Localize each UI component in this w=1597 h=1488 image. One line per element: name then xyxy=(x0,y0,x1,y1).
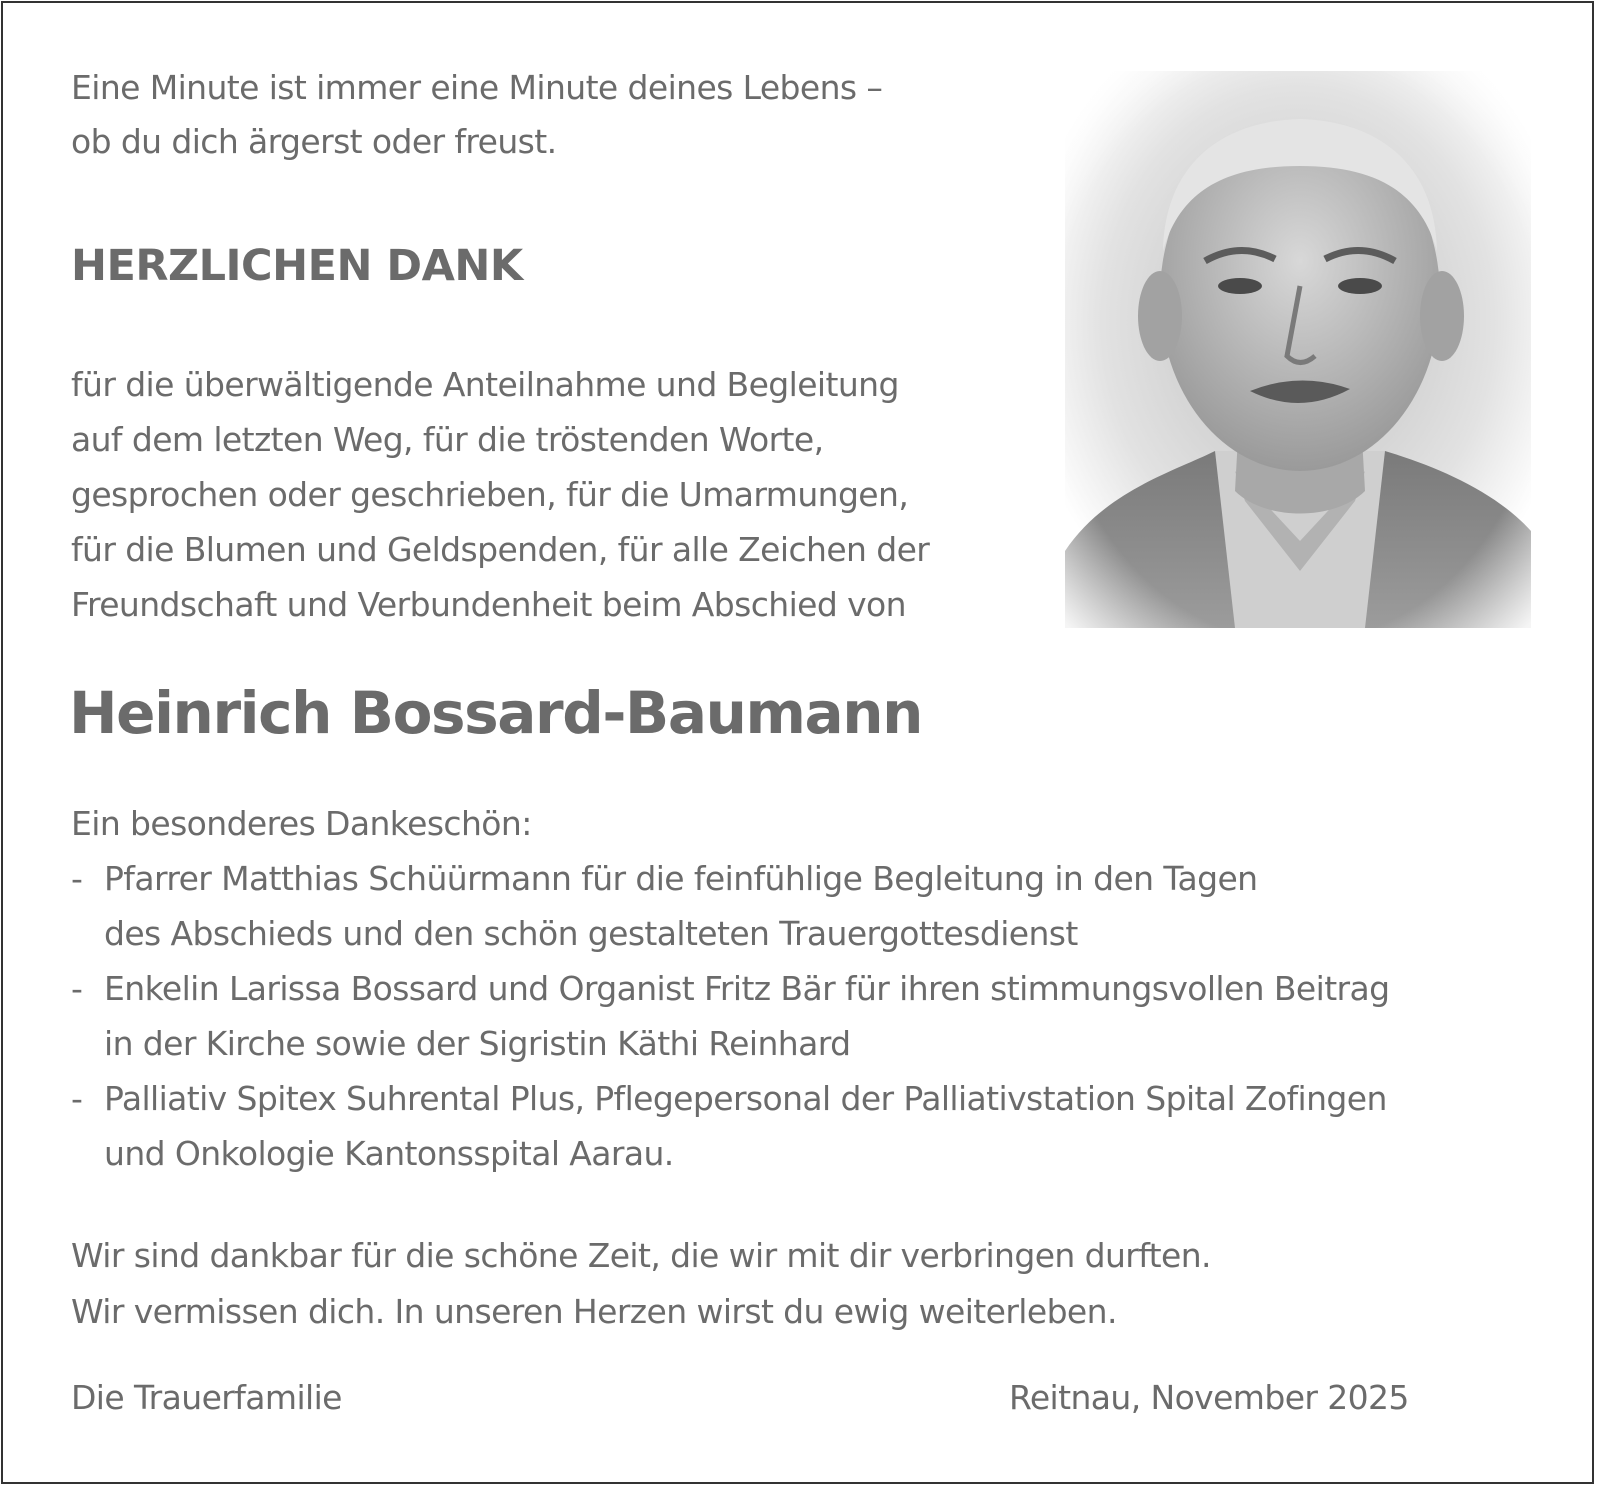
bullet-dash: - xyxy=(71,1079,83,1118)
list-item-line: des Abschieds und den schön gestalteten Trauergottesdienst xyxy=(104,914,1078,953)
bullet-dash: - xyxy=(71,969,83,1008)
thanks-line: gesprochen oder geschrieben, für die Umarmungen, xyxy=(71,475,909,514)
portrait-photo xyxy=(1065,71,1531,628)
thanks-line: auf dem letzten Weg, für die tröstenden Worte, xyxy=(71,420,824,459)
list-item-line: Pfarrer Matthias Schüürmann für die feinfühlige Begleitung in den Tagen xyxy=(104,859,1258,898)
deceased-name: Heinrich Bossard-Baumann xyxy=(69,679,923,747)
notice-frame xyxy=(1,1,1594,1484)
closing-line: Wir sind dankbar für die schöne Zeit, die wir mit dir verbringen durften. xyxy=(71,1236,1211,1275)
list-item-line: Enkelin Larissa Bossard und Organist Fritz Bär für ihren stimmungsvollen Beitrag xyxy=(104,969,1390,1008)
list-item xyxy=(71,1071,1389,1181)
special-thanks xyxy=(71,796,1389,1181)
heading-thanks: HERZLICHEN DANK xyxy=(71,241,523,291)
thanks-paragraph xyxy=(71,357,929,632)
thanks-line: für die Blumen und Geldspenden, für alle Zeichen der xyxy=(71,530,930,569)
list-item-line: und Onkologie Kantonsspital Aarau. xyxy=(104,1134,674,1173)
bullet-dash: - xyxy=(71,859,83,898)
list-item xyxy=(71,961,1389,1071)
signature: Die Trauerfamilie xyxy=(71,1378,342,1417)
motto-quote xyxy=(71,61,882,169)
list-item-line: in der Kirche sowie der Sigristin Käthi Reinhard xyxy=(104,1024,851,1063)
thanks-line: Freundschaft und Verbundenheit beim Abschied von xyxy=(71,585,906,624)
closing-words xyxy=(71,1228,1211,1340)
place-date: Reitnau, November 2025 xyxy=(1009,1378,1409,1417)
motto-line: Eine Minute ist immer eine Minute deines Lebens – xyxy=(71,68,883,107)
list-item xyxy=(71,851,1389,961)
closing-line: Wir vermissen dich. In unseren Herzen wirst du ewig weiterleben. xyxy=(71,1292,1117,1331)
motto-line: ob du dich ärgerst oder freust. xyxy=(71,122,557,161)
thanks-line: für die überwältigende Anteilnahme und Begleitung xyxy=(71,365,899,404)
list-item-line: Palliativ Spitex Suhrental Plus, Pflegepersonal der Palliativstation Spital Zofingen xyxy=(104,1079,1387,1118)
special-thanks-title: Ein besonderes Dankeschön: xyxy=(71,804,532,843)
special-thanks-list xyxy=(71,851,1389,1181)
